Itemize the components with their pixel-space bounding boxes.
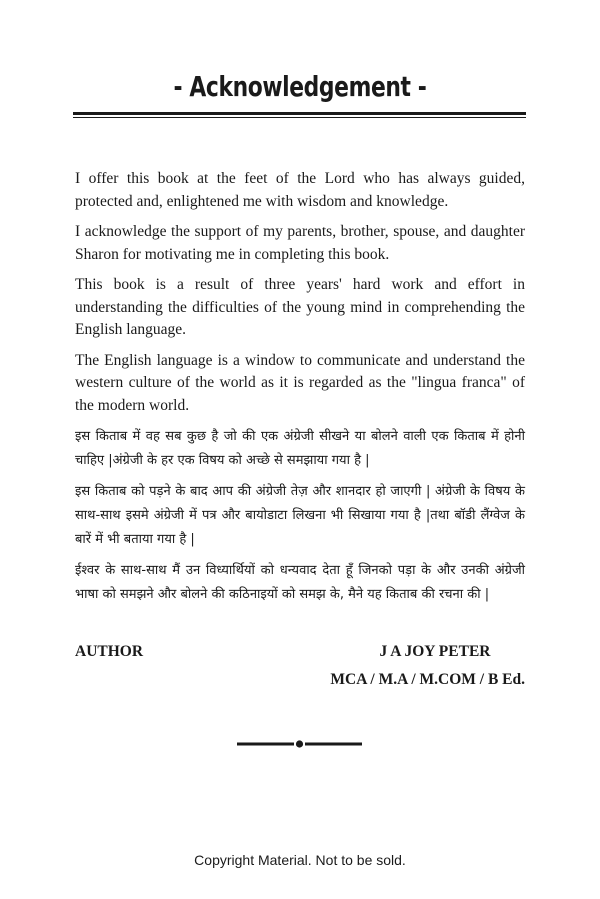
hindi-paragraph: इस किताब में वह सब कुछ है जो की एक अंग्रेजी सीखने या बोलने वाली एक किताब में होनी चाहिए |अंग्रेजी के हर एक विषय को अच्छे से समझाया गया है | [75, 429, 525, 468]
hindi-paragraph: इस किताब को पड़ने के बाद आप की अंग्रेजी तेज़ और शानदार हो जाएगी | अंग्रेजी के विषय के साथ-साथ इसमे अंग्रेजी में पत्र और बायोडाटा लिखना भी सिखाया गया है |तथा बॉडी लैंग्वेज के बारें में भी बताया गया है | [75, 484, 525, 547]
paragraph: I acknowledge the support of my parents, brother, spouse, and daughter Sharon for motivating me in completing this book. [75, 223, 525, 263]
author-qualifications: MCA / M.A / M.COM / B Ed. [330, 671, 525, 688]
page-title: - Acknowledgement - [173, 70, 427, 103]
paragraph: This book is a result of three years' hard work and effort in understanding the difficulties of the young mind in comprehending the English language. [75, 276, 525, 338]
hindi-paragraph: ईश्वर के साथ-साथ मैं उन विध्यार्थियों को धन्यवाद देता हूँ जिनको पड़ा के और उनकी अंग्रेजी भाषा को समझने और बोलने की कठिनाइयों को समझ के, मैने यह किताब की रचना की | [75, 563, 525, 602]
divider-ornament [237, 739, 362, 749]
copyright-notice: Copyright Material. Not to be sold. [194, 852, 406, 868]
title-underline-thin [73, 117, 526, 118]
author-signature [325, 643, 525, 689]
paragraph: The English language is a window to communicate and understand the western culture of the world as it is regarded as the "lingua franca" of the modern world. [75, 351, 525, 414]
title-underline-thick [73, 112, 526, 115]
author-name: J A JOY PETER [379, 643, 491, 660]
paragraph: I offer this book at the feet of the Lord who has always guided, protected and, enlightened me with wisdom and knowledge. [75, 170, 525, 210]
acknowledgement-body [75, 168, 525, 614]
author-label: AUTHOR [75, 643, 144, 660]
